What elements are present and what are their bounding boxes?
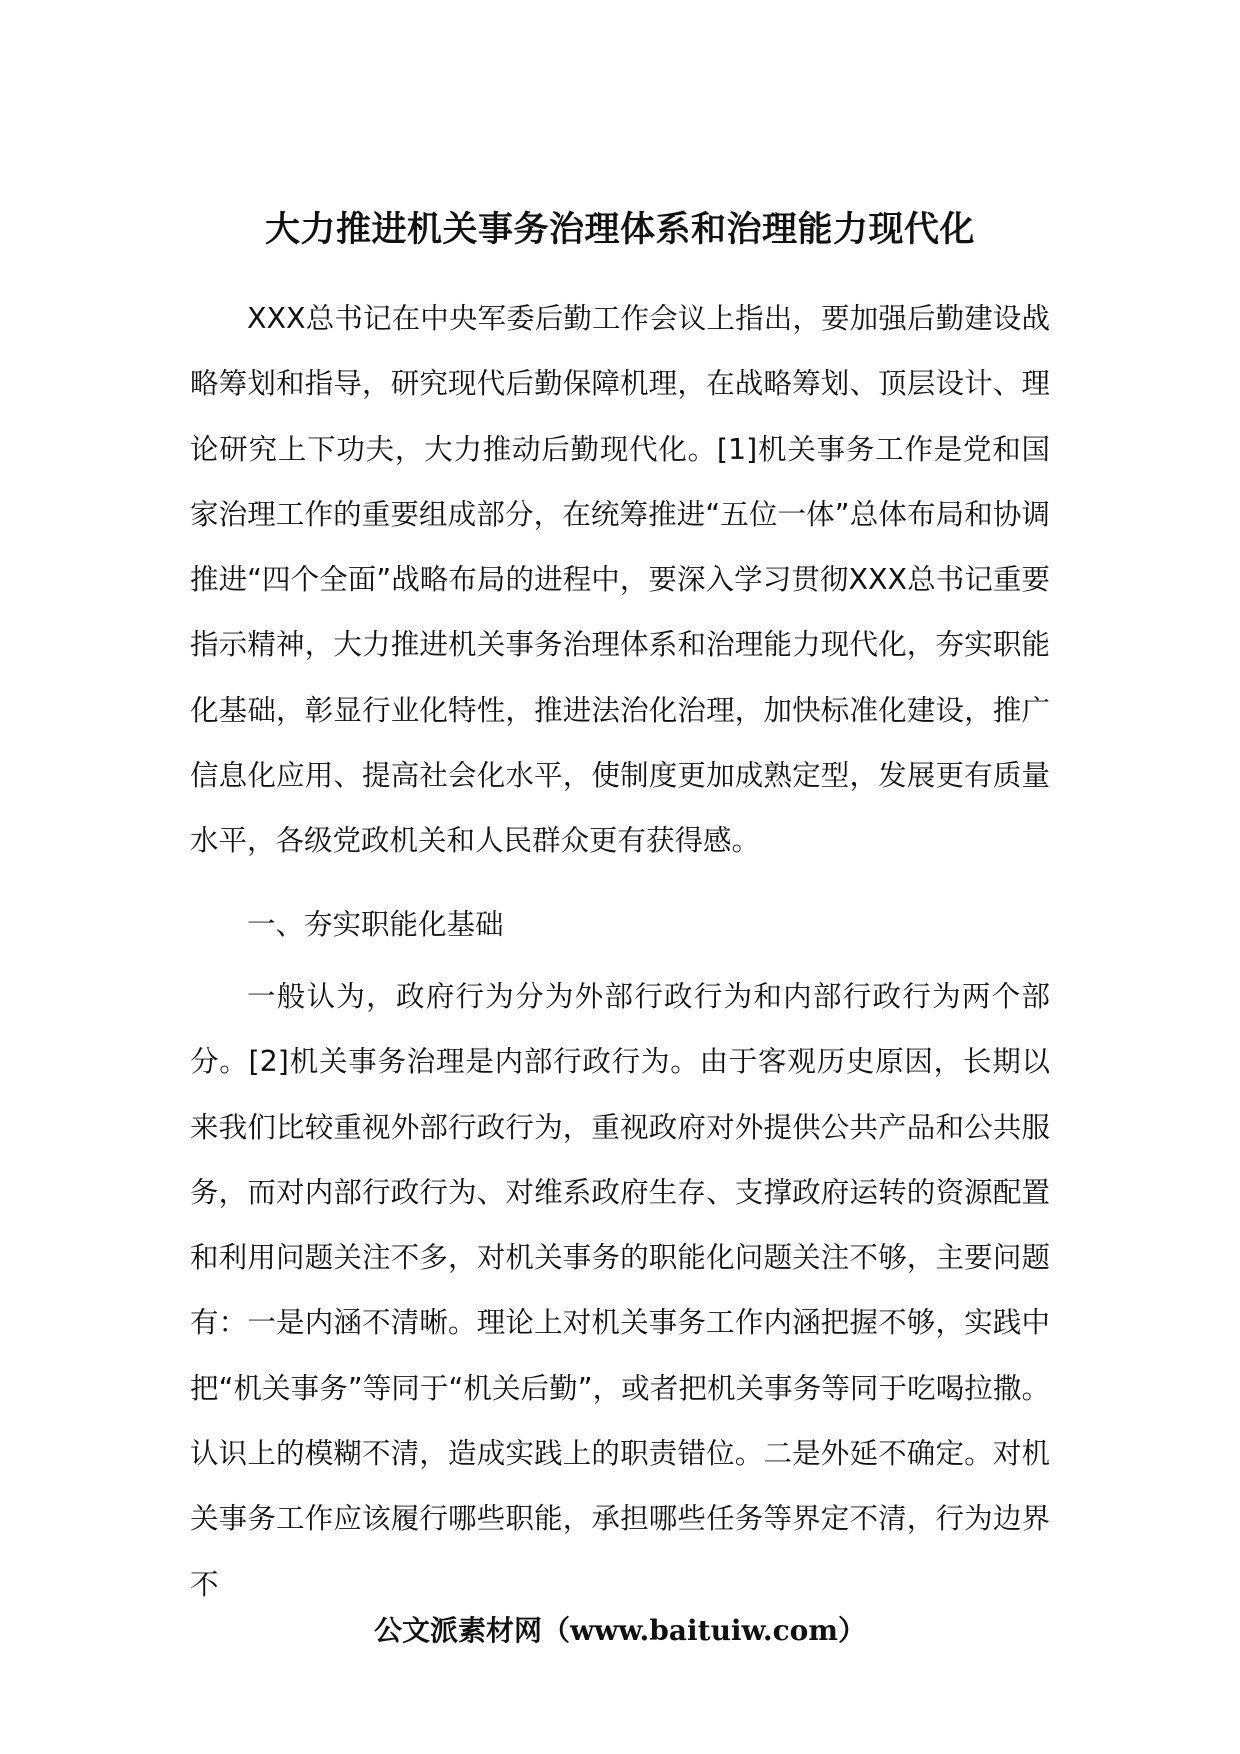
body-paragraph-2: 一般认为，政府行为分为外部行政行为和内部行政行为两个部分。[2]机关事务治理是内部行政行为。由于客观历史原因，长期以来我们比较重视外部行政行为，重视政府对外提供公共产品和公共服务，而对内部行政行为、对维系政府生存、支撑政府运转的资源配置和利用问题关注不多，对机关事务的职能化问题关注不够，主要问题有：一是内涵不清晰。理论上对机关事务工作内涵把握不够，实践中把“机关事务”等同于“机关后勤”，或者把机关事务等同于吃喝拉撒。认识上的模糊不清，造成实践上的职责错位。二是外延不确定。对机关事务工作应该履行哪些职能，承担哪些任务等界定不清，行为边界不 bbox=[190, 980, 1050, 1601]
section-heading: 一、夯实职能化基础 bbox=[247, 908, 504, 941]
body-paragraph-1: XXX总书记在中央军委后勤工作会议上指出，要加强后勤建设战略筹划和指导，研究现代后勤保障机理，在战略筹划、顶层设计、理论研究上下功夫，大力推动后勤现代化。[1]机关事务工作是党和国家治理工作的重要组成部分，在统筹推进“五位一体”总体布局和协调推进“四个全面”战略布局的进程中，要深入学习贯彻XXX总书记重要指示精神，大力推进机关事务治理体系和治理能力现代化，夯实职能化基础，彰显行业化特性，推进法治化治理，加快标准化建设，推广信息化应用、提高社会化水平，使制度更加成熟定型，发展更有质量水平，各级党政机关和人民群众更有获得感。 bbox=[190, 302, 1050, 858]
footer-watermark: 公文派素材网（www.baituiw.com） bbox=[374, 1614, 866, 1647]
document-title: 大力推进机关事务治理体系和治理能力现代化 bbox=[264, 210, 975, 250]
